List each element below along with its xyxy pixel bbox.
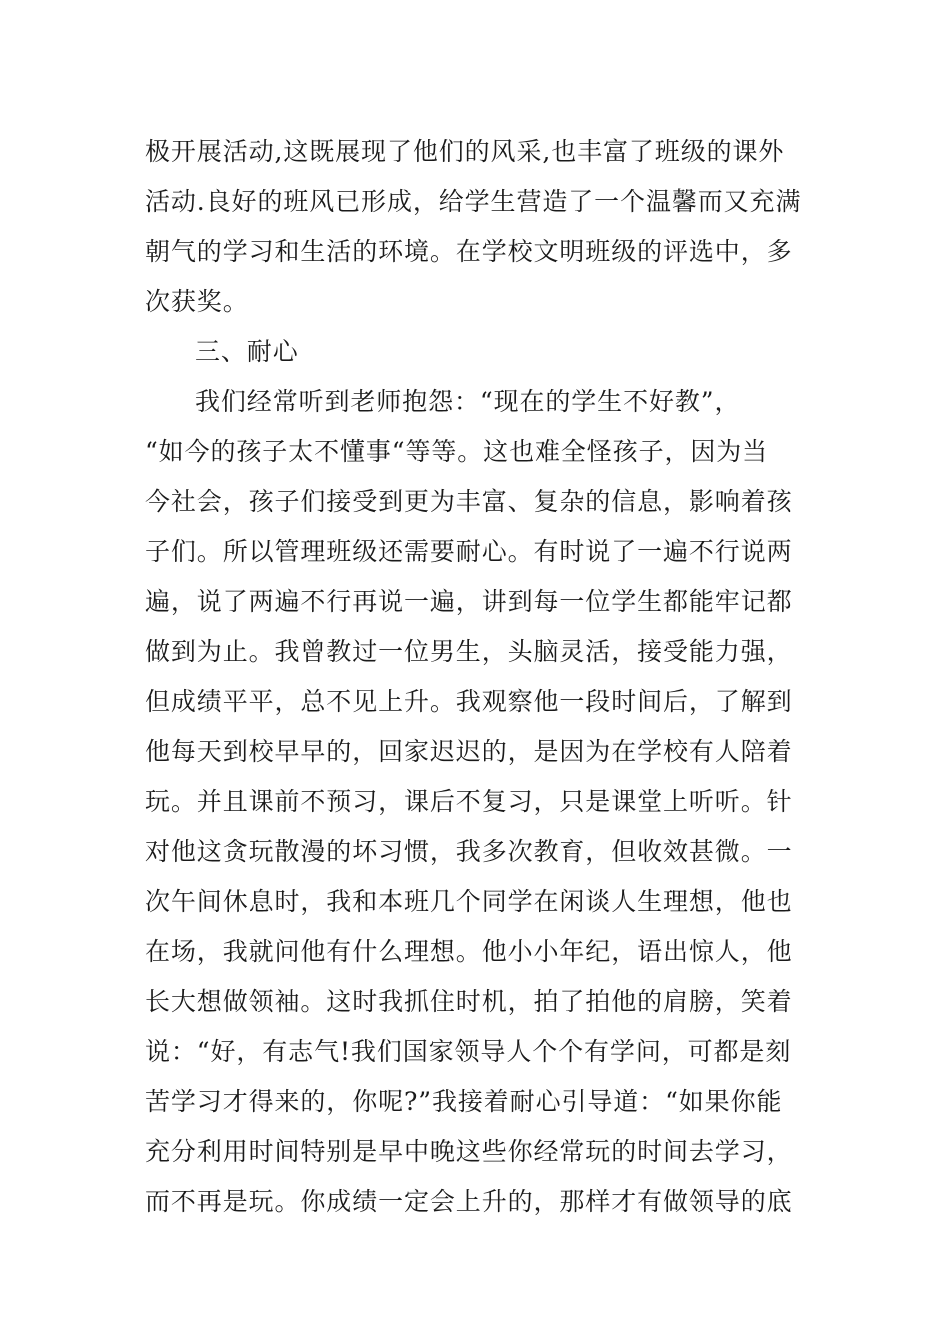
section-heading: 三、耐心 bbox=[195, 337, 299, 366]
text-line: 长大想做领袖。这时我抓住时机，拍了拍他的肩膀，笑着 bbox=[145, 987, 793, 1016]
text-line: 说：“好，有志气!我们国家领导人个个有学问，可都是刻 bbox=[145, 1037, 792, 1066]
text-line: 子们。所以管理班级还需要耐心。有时说了一遍不行说两 bbox=[145, 537, 793, 566]
text-line: 充分利用时间特别是早中晚这些你经常玩的时间去学习， bbox=[145, 1137, 793, 1166]
text-line: 做到为止。我曾教过一位男生，头脑灵活，接受能力强， bbox=[145, 637, 793, 666]
text-line: 次获奖。 bbox=[145, 287, 249, 316]
text-line: 对他这贪玩散漫的坏习惯，我多次教育，但收效甚微。一 bbox=[145, 837, 793, 866]
text-line: 次午间休息时，我和本班几个同学在闲谈人生理想，他也 bbox=[145, 887, 793, 916]
text-line: “如今的孩子太不懂事“等等。这也难全怪孩子，因为当 bbox=[145, 437, 769, 466]
text-line: 我们经常听到老师抱怨：“现在的学生不好教”， bbox=[195, 387, 741, 416]
text-line: 朝气的学习和生活的环境。在学校文明班级的评选中，多 bbox=[145, 237, 793, 266]
text-line: 他每天到校早早的，回家迟迟的，是因为在学校有人陪着 bbox=[145, 737, 793, 766]
text-line: 苦学习才得来的，你呢?”我接着耐心引导道：“如果你能 bbox=[145, 1087, 783, 1116]
text-line: 活动.良好的班风已形成，给学生营造了一个温馨而又充满 bbox=[145, 187, 802, 216]
text-line: 在场，我就问他有什么理想。他小小年纪，语出惊人，他 bbox=[145, 937, 793, 966]
text-line: 遍，说了两遍不行再说一遍，讲到每一位学生都能牢记都 bbox=[145, 587, 793, 616]
text-line: 但成绩平平，总不见上升。我观察他一段时间后，了解到 bbox=[145, 687, 793, 716]
text-line: 而不再是玩。你成绩一定会上升的，那样才有做领导的底 bbox=[145, 1187, 793, 1216]
text-line: 极开展活动,这既展现了他们的风采,也丰富了班级的课外 bbox=[145, 137, 785, 166]
text-line: 玩。并且课前不预习，课后不复习，只是课堂上听听。针 bbox=[145, 787, 793, 816]
text-line: 今社会，孩子们接受到更为丰富、复杂的信息，影响着孩 bbox=[145, 487, 793, 516]
